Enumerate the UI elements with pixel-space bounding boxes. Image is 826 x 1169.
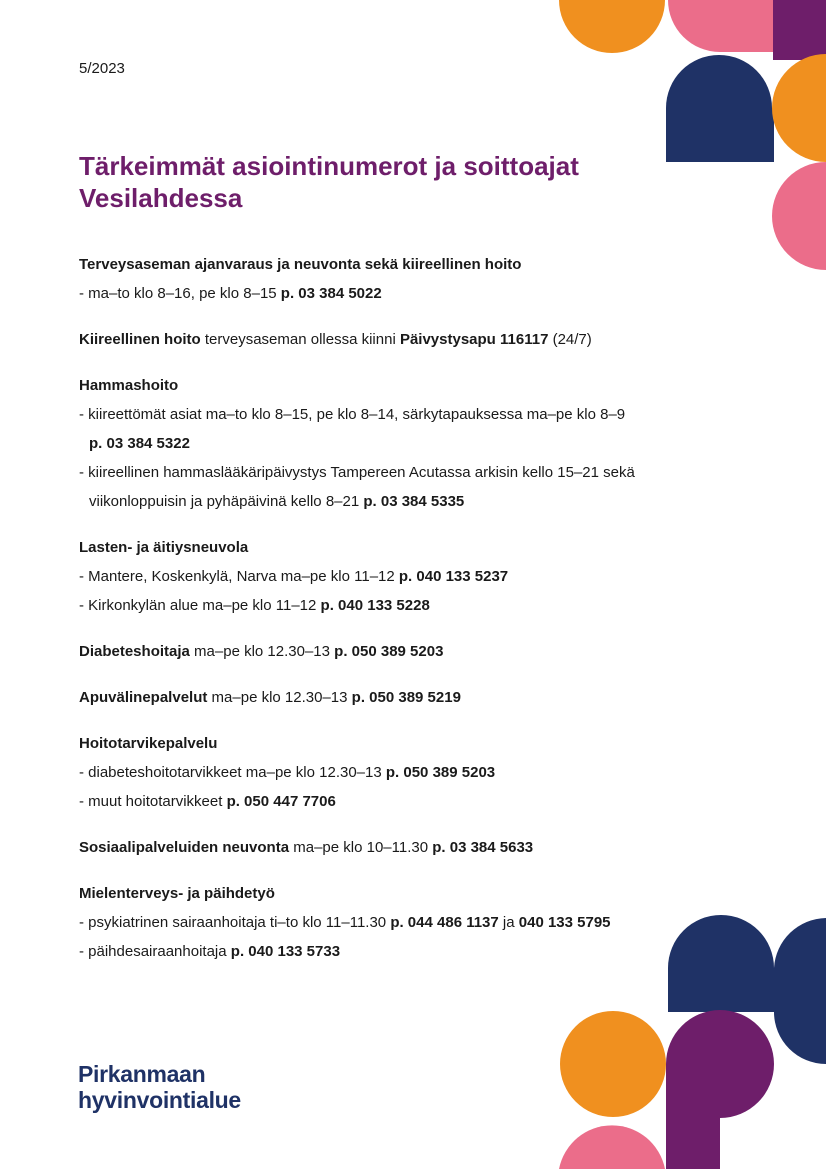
hours-text: ma–pe klo 12.30–13 [189, 643, 335, 660]
section-social-services [79, 833, 759, 862]
navy-heart-bottom-right [774, 918, 826, 1012]
navy-quarter-bottom [774, 1012, 826, 1064]
hours-text: viikonloppuisin ja pyhäpäivinä kello 8–21 [89, 493, 364, 510]
purple-bar-top [773, 0, 826, 60]
logo-line2: hyvinvointialue [78, 1087, 241, 1113]
section-heading: Mielenterveys- ja päihdetyö [79, 885, 275, 902]
availability-text: (24/7) [548, 331, 592, 348]
phone-number: p. 050 389 5203 [334, 643, 444, 660]
purple-drop-bottom-extend [666, 1118, 720, 1169]
section-heading: Lasten- ja äitiysneuvola [79, 539, 249, 556]
hours-text: - diabeteshoitotarvikkeet ma–pe klo 12.30–13 [79, 764, 386, 781]
hours-text: - kiireellinen hammaslääkäripäivystys Tampereen Acutassa arkisin kello 15–21 sekä [79, 464, 635, 481]
page-title-line1: Tärkeimmät asiointinumerot ja soittoajat [79, 151, 579, 181]
phone-number: p. 050 389 5219 [351, 689, 461, 706]
orange-circle-top [772, 54, 826, 162]
section-heading: Diabeteshoitaja [79, 643, 190, 660]
logo-line1: Pirkanmaan [78, 1061, 206, 1087]
hours-text: ma–pe klo 12.30–13 [207, 689, 352, 706]
organization-logo [78, 1061, 241, 1113]
hours-text: - muut hoitotarvikkeet [79, 793, 227, 810]
document-date: 5/2023 [79, 60, 125, 77]
phone-number: p. 050 389 5203 [385, 764, 496, 781]
navy-block-top [716, 108, 774, 162]
purple-drop-bottom [666, 1010, 774, 1118]
hours-text: - Mantere, Koskenkylä, Narva ma–pe klo 11–12 [79, 568, 399, 585]
hours-text: terveysaseman ollessa kiinni [200, 331, 400, 348]
page-title [79, 150, 679, 214]
phone-number: p. 044 486 1137 [390, 914, 499, 931]
decor-shapes-top [556, 0, 826, 272]
pink-drop-top [668, 0, 773, 52]
phone-number: p. 03 384 5322 [89, 435, 190, 452]
section-heading: Hammashoito [79, 377, 179, 394]
orange-half-circle-top [559, 0, 665, 53]
section-heading: Apuvälinepalvelut [79, 689, 208, 706]
section-assistive-devices [79, 683, 759, 712]
phone-number: p. 040 133 5228 [320, 597, 430, 614]
phone-number-2: 040 133 5795 [518, 914, 611, 931]
section-heading: Hoitotarvikepalvelu [79, 735, 218, 752]
phone-number: Päivystysapu 116117 [399, 331, 549, 348]
pink-circle-top [772, 162, 826, 270]
section-heading: Sosiaalipalveluiden neuvonta [79, 839, 290, 856]
phone-number: p. 040 133 5733 [230, 943, 341, 960]
section-diabetes-nurse [79, 637, 759, 666]
phone-number: p. 050 447 7706 [226, 793, 336, 810]
section-mental-health [79, 879, 759, 966]
hours-text: - psykiatrinen sairaanhoitaja ti–to klo 11–11.30 [79, 914, 391, 931]
pink-drop-bottom [559, 1125, 665, 1169]
hours-text: ma–pe klo 10–11.30 [289, 839, 433, 856]
phone-number: p. 03 384 5335 [363, 493, 465, 510]
phone-number: p. 03 384 5633 [432, 839, 534, 856]
section-child-maternity [79, 533, 759, 620]
contact-list [79, 250, 759, 983]
section-care-supplies [79, 729, 759, 816]
section-health-station [79, 250, 759, 308]
page-title-line2: Vesilahdessa [79, 183, 243, 213]
conjunction-text: ja [498, 914, 519, 931]
hours-text: - päihdesairaanhoitaja [79, 943, 231, 960]
hours-text: - ma–to klo 8–16, pe klo 8–15 [79, 285, 281, 302]
orange-circle-bottom [560, 1011, 666, 1117]
section-heading: Kiireellinen hoito [79, 331, 201, 348]
section-dental [79, 371, 759, 516]
hours-text: - Kirkonkylän alue ma–pe klo 11–12 [79, 597, 321, 614]
section-heading: Terveysaseman ajanvaraus ja neuvonta sekä kiireellinen hoito [79, 256, 522, 273]
section-urgent-care [79, 325, 759, 354]
hours-text: - kiireettömät asiat ma–to klo 8–15, pe klo 8–14, särkytapauksessa ma–pe klo 8–9 [79, 406, 626, 423]
phone-number: p. 03 384 5022 [280, 285, 382, 302]
phone-number: p. 040 133 5237 [398, 568, 509, 585]
